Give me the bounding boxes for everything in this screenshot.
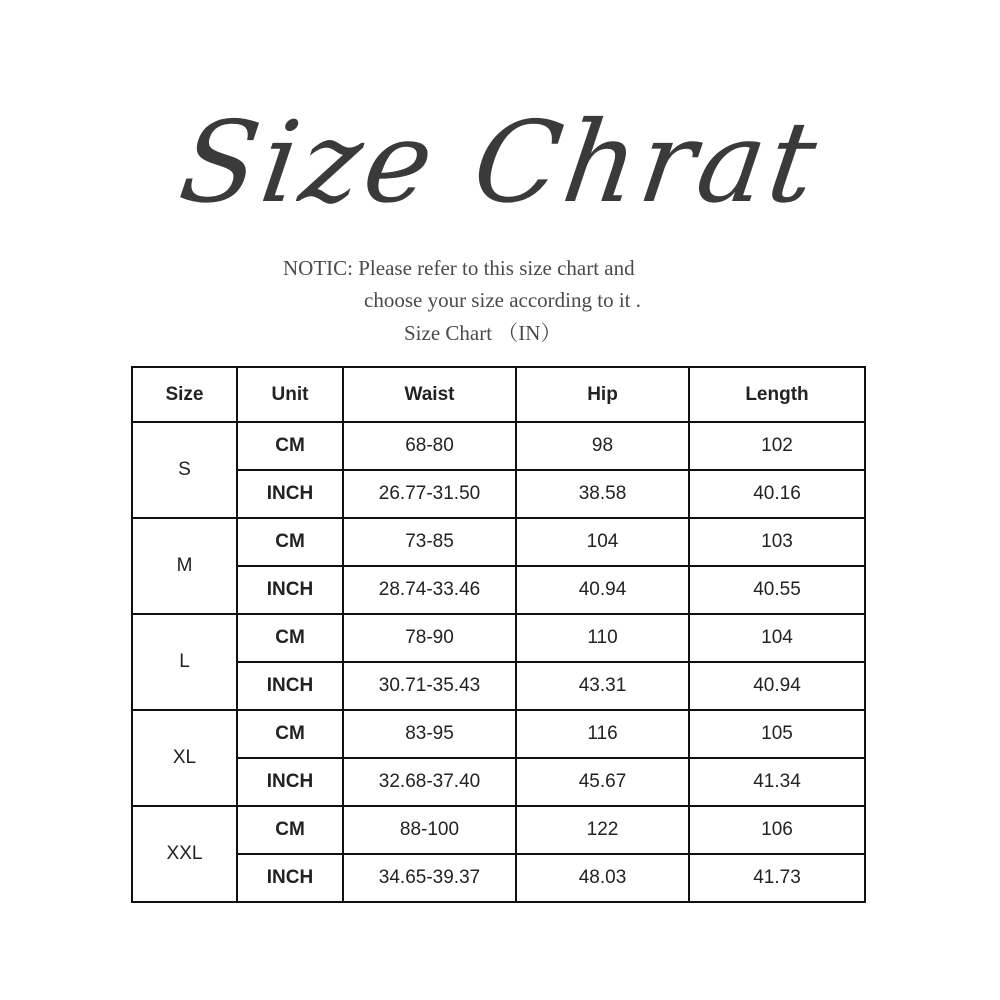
table-row	[132, 758, 865, 806]
length-cell: 106	[689, 806, 865, 854]
table-row	[132, 422, 865, 470]
waist-cell: 30.71-35.43	[343, 662, 516, 710]
unit-cell: INCH	[237, 566, 343, 614]
waist-cell: 32.68-37.40	[343, 758, 516, 806]
unit-cell: INCH	[237, 470, 343, 518]
length-cell: 103	[689, 518, 865, 566]
table-row	[132, 806, 865, 854]
waist-cell: 88-100	[343, 806, 516, 854]
header-hip: Hip	[516, 367, 689, 422]
waist-cell: 78-90	[343, 614, 516, 662]
hip-cell: 122	[516, 806, 689, 854]
length-cell: 40.16	[689, 470, 865, 518]
length-cell: 105	[689, 710, 865, 758]
unit-cell: CM	[237, 614, 343, 662]
table-row	[132, 518, 865, 566]
hip-cell: 43.31	[516, 662, 689, 710]
notice-line-1: NOTIC: Please refer to this size chart and	[283, 256, 635, 280]
header-unit: Unit	[237, 367, 343, 422]
table-row	[132, 566, 865, 614]
length-cell: 104	[689, 614, 865, 662]
unit-cell: INCH	[237, 662, 343, 710]
size-cell: S	[132, 422, 237, 518]
table-header-row	[132, 367, 865, 422]
size-cell: XXL	[132, 806, 237, 902]
header-waist: Waist	[343, 367, 516, 422]
hip-cell: 98	[516, 422, 689, 470]
hip-cell: 45.67	[516, 758, 689, 806]
length-cell: 41.73	[689, 854, 865, 902]
unit-cell: CM	[237, 518, 343, 566]
size-table	[131, 366, 866, 903]
table-row	[132, 470, 865, 518]
table-row	[132, 710, 865, 758]
table-row	[132, 614, 865, 662]
notice-line-2: choose your size according to it .	[364, 288, 641, 312]
table-row	[132, 662, 865, 710]
unit-cell: INCH	[237, 758, 343, 806]
unit-cell: CM	[237, 806, 343, 854]
length-cell: 40.55	[689, 566, 865, 614]
hip-cell: 110	[516, 614, 689, 662]
hip-cell: 40.94	[516, 566, 689, 614]
length-cell: 41.34	[689, 758, 865, 806]
waist-cell: 34.65-39.37	[343, 854, 516, 902]
size-cell: L	[132, 614, 237, 710]
length-cell: 40.94	[689, 662, 865, 710]
page-title: Size Chrat	[172, 98, 828, 228]
hip-cell: 48.03	[516, 854, 689, 902]
size-cell: XL	[132, 710, 237, 806]
table-row	[132, 854, 865, 902]
unit-cell: CM	[237, 710, 343, 758]
length-cell: 102	[689, 422, 865, 470]
header-size: Size	[132, 367, 237, 422]
waist-cell: 26.77-31.50	[343, 470, 516, 518]
hip-cell: 116	[516, 710, 689, 758]
waist-cell: 68-80	[343, 422, 516, 470]
hip-cell: 104	[516, 518, 689, 566]
header-length: Length	[689, 367, 865, 422]
size-cell: M	[132, 518, 237, 614]
waist-cell: 83-95	[343, 710, 516, 758]
unit-cell: CM	[237, 422, 343, 470]
hip-cell: 38.58	[516, 470, 689, 518]
chart-caption: Size Chart （IN）	[404, 321, 562, 345]
unit-cell: INCH	[237, 854, 343, 902]
waist-cell: 28.74-33.46	[343, 566, 516, 614]
waist-cell: 73-85	[343, 518, 516, 566]
